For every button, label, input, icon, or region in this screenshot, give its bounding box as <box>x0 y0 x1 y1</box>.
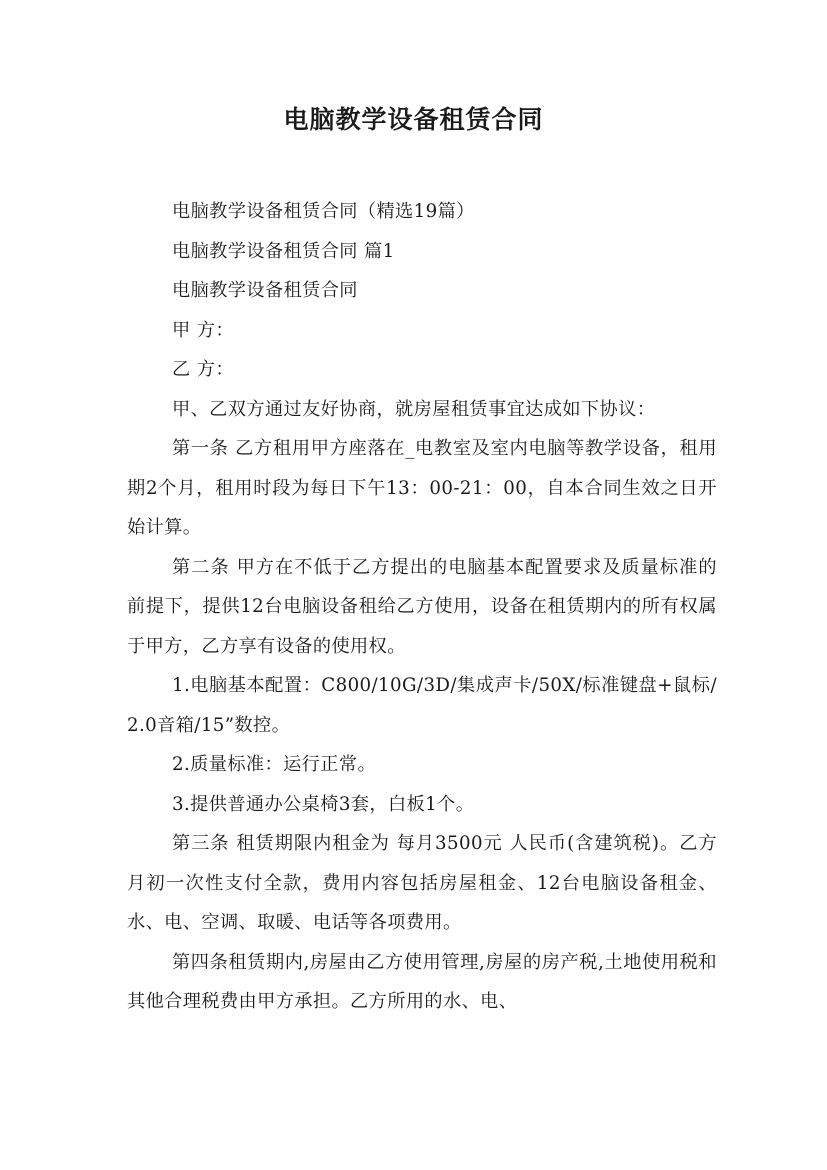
paragraph-article-1: 第一条 乙方租用甲方座落在_电教室及室内电脑等教学设备，租用期2个月，租用时段为每日下午13：00-21：00，自本合同生效之日开始计算。 <box>127 438 717 538</box>
paragraph-party-a: 甲 方： <box>172 319 234 341</box>
document-body <box>127 192 717 1022</box>
paragraph-article-3: 第三条 租赁期限内租金为 每月3500元 人民币(含建筑税)。乙方月初一次性支付全款，费用内容包括房屋租金、12台电脑设备租金、水、电、空调、取暖、电话等各项费用。 <box>127 833 717 933</box>
document-title: 电脑教学设备租赁合同 <box>283 105 544 134</box>
paragraph-article-2: 第二条 甲方在不低于乙方提出的电脑基本配置要求及质量标准的前提下，提供12台电脑设备租给乙方使用，设备在租赁期内的所有权属于甲方，乙方享有设备的使用权。 <box>127 556 717 657</box>
paragraph-item-3: 3.提供普通办公桌椅3套，白板1个。 <box>172 793 475 815</box>
paragraph-intro: 甲、乙双方通过友好协商，就房屋租赁事宜达成如下协议： <box>172 398 656 420</box>
paragraph-item-2: 2.质量标准：运行正常。 <box>172 754 377 775</box>
paragraph-chapter-heading: 电脑教学设备租赁合同 篇1 <box>172 240 395 262</box>
paragraph-item-1: 1.电脑基本配置：C800/10G/3D/集成声卡/50X/标准键盘+鼠标/2.0音箱/15”数控。 <box>127 675 717 736</box>
paragraph-article-4: 第四条租赁期内,房屋由乙方使用管理,房屋的房产税,土地使用税和其他合理税费由甲方承担。乙方所用的水、电、 <box>127 951 717 1012</box>
paragraph-contract-name: 电脑教学设备租赁合同 <box>172 280 358 301</box>
paragraph-subtitle: 电脑教学设备租赁合同（精选19篇） <box>172 201 475 222</box>
paragraph-party-b: 乙 方： <box>172 359 234 380</box>
